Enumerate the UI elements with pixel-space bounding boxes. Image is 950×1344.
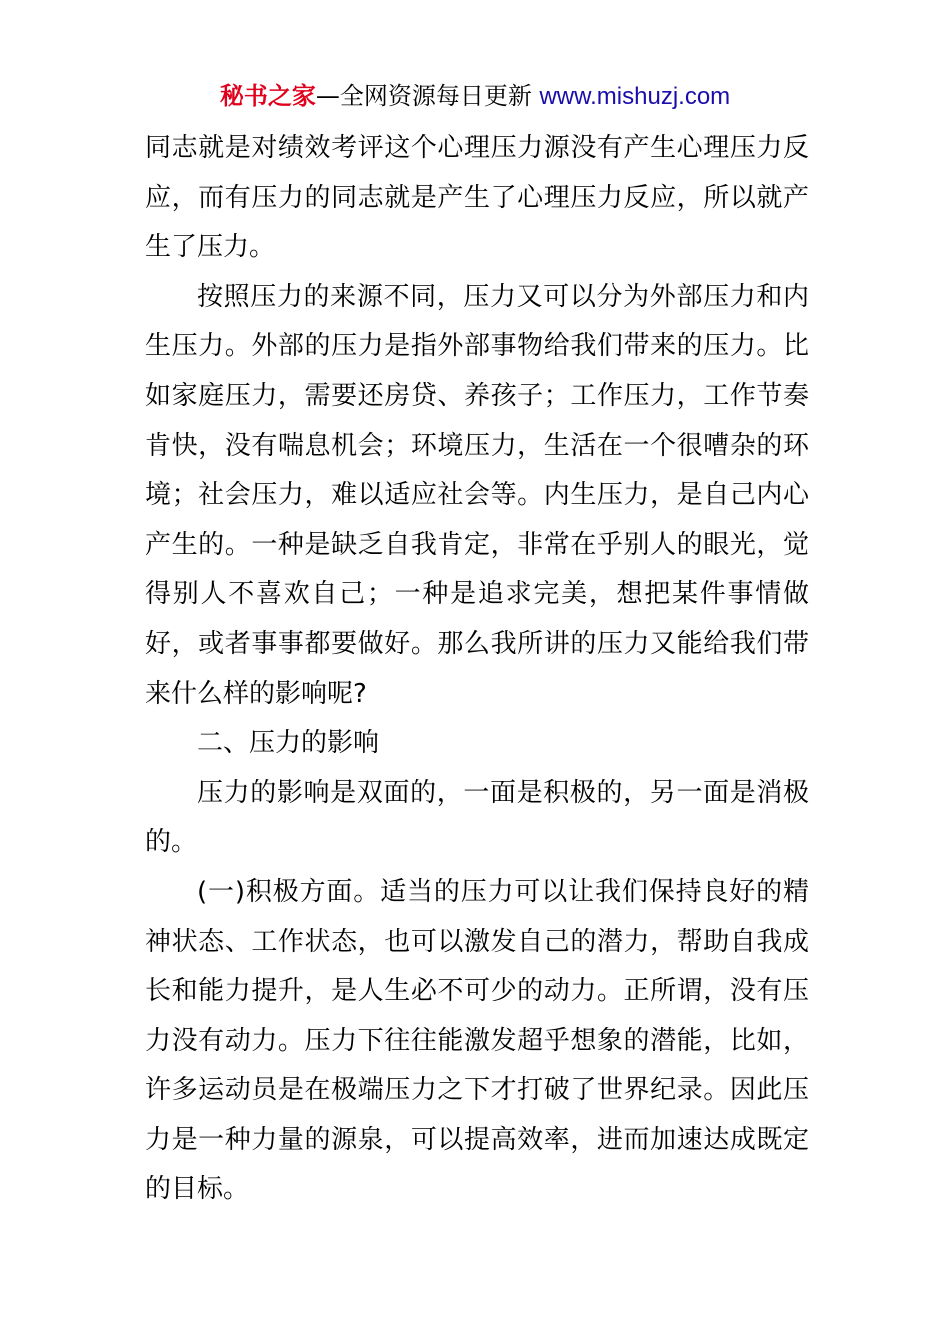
- site-brand: 秘书之家: [219, 82, 316, 110]
- page-header: [0, 80, 950, 113]
- site-url-link[interactable]: www.mishuzj.com: [539, 83, 731, 110]
- paragraph-impact-intro: 压力的影响是双面的，一面是积极的，另一面是消极的。: [145, 777, 809, 858]
- site-tagline: —全网资源每日更新: [315, 82, 532, 110]
- paragraph-positive-aspect: (一)积极方面。适当的压力可以让我们保持良好的精神状态、工作状态，也可以激发自己的潜力，帮助自我成长和能力提升，是人生必不可少的动力。正所谓，没有压力没有动力。压力下往往能激发超乎想象的潜能，比如，许多运动员是在极端压力之下才打破了世界纪录。因此压力是一种力量的源泉，可以提高效率，进而加速达成既定的目标。: [145, 876, 809, 1205]
- paragraph-pressure-sources: 按照压力的来源不同，压力又可以分为外部压力和内生压力。外部的压力是指外部事物给我们带来的压力。比如家庭压力，需要还房贷、养孩子；工作压力，工作节奏肯快，没有喘息机会；环境压力，生活在一个很嘈杂的环境；社会压力，难以适应社会等。内生压力，是自己内心产生的。一种是缺乏自我肯定，非常在乎别人的眼光，觉得别人不喜欢自己；一种是追求完美，想把某件事情做好，或者事事都要做好。那么我所讲的压力又能给我们带来什么样的影响呢?: [145, 281, 809, 709]
- section-heading-impact: 二、压力的影响: [197, 728, 380, 759]
- document-body: [145, 124, 809, 1215]
- paragraph-continuation: 同志就是对绩效考评这个心理压力源没有产生心理压力反应，而有压力的同志就是产生了心理压力反应，所以就产生了压力。: [145, 133, 809, 263]
